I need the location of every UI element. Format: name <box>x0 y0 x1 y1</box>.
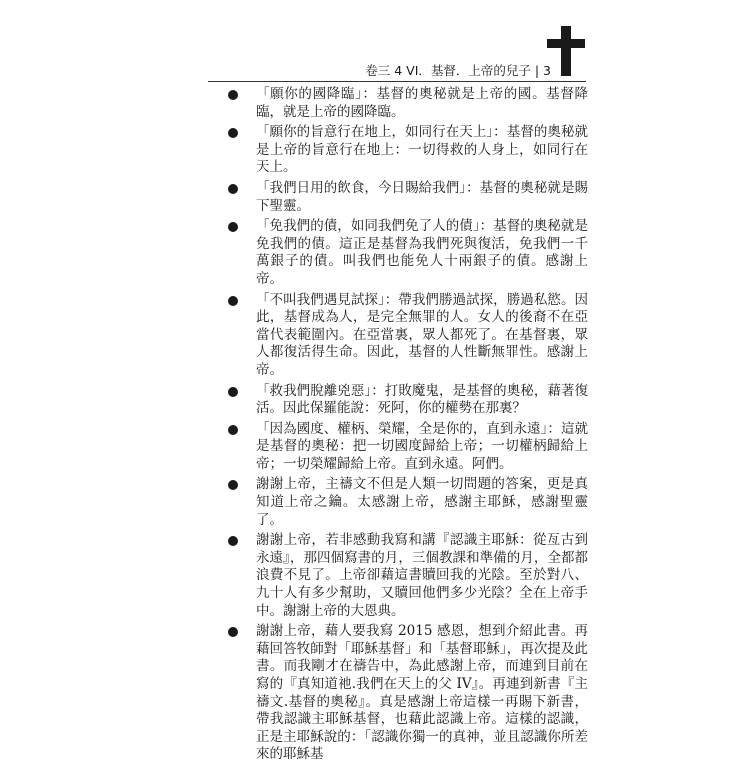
list-item <box>228 623 588 764</box>
bullet-icon <box>228 536 238 546</box>
list-item <box>228 124 588 177</box>
list-item <box>228 421 588 474</box>
bullet-list <box>228 86 588 764</box>
bullet-icon <box>228 480 238 490</box>
list-item-text: 「我們日用的飲食，今日賜給我們」：基督的奧秘就是賜下聖靈。 <box>256 179 588 214</box>
bullet-icon <box>228 184 238 194</box>
bullet-icon <box>228 128 238 138</box>
list-item-text: 「因為國度、權柄、榮耀，全是你的，直到永遠」：這就是基督的奧秘：把一切國度歸給上帝；一切權柄歸給上帝；一切榮耀歸給上帝。直到永遠。阿們。 <box>256 420 588 472</box>
cross-vertical-bar <box>561 26 571 76</box>
bullet-icon <box>228 296 238 306</box>
list-item <box>228 532 588 620</box>
bullet-icon <box>228 425 238 435</box>
bullet-icon <box>228 222 238 232</box>
header-divider <box>208 81 586 82</box>
list-item-text: 「願你的國降臨」：基督的奧秘就是上帝的國。基督降臨，就是上帝的國降臨。 <box>256 86 588 120</box>
list-item <box>228 86 588 121</box>
list-item <box>228 218 588 288</box>
list-item-text: 謝謝上帝，主禱文不但是人類一切問題的答案，更是真知道上帝之鑰。太感謝上帝，感謝主耶穌，感謝聖靈了。 <box>256 476 588 528</box>
list-item-text: 「願你的旨意行在地上，如同行在天上」：基督的奧秘就是上帝的旨意行在地上：一切得救的人身上，如同行在天上。 <box>256 124 588 176</box>
running-header: 卷三 4 VI．基督．上帝的兒子 | 3 <box>365 63 551 78</box>
list-item <box>228 292 588 380</box>
bullet-icon <box>228 387 238 397</box>
cross-icon <box>547 26 585 76</box>
page-content <box>228 86 588 767</box>
cross-horizontal-bar <box>547 39 585 48</box>
list-item-text: 「不叫我們遇見試探」：帶我們勝過試探，勝過私慾。因此，基督成為人，是完全無罪的人。女人的後裔不在亞當代表範圍內。在亞當裏，眾人都死了。在基督裏，眾人都復活得生命。因此，基督的人性斷無罪性。感謝上帝。 <box>256 291 588 378</box>
list-item <box>228 476 588 529</box>
list-item-text: 謝謝上帝，若非感動我寫和講『認識主耶穌：從亙古到永遠』，那四個寫書的月，三個教課和準備的月，全都都浪費不見了。上帝卻藉這書贖回我的光陰。至於對八、九十人有多少幫助，又贖回他們多少光陰？全在上帝手中。謝謝上帝的大恩典。 <box>256 532 588 619</box>
list-item-text: 「救我們脫離兇惡」：打敗魔鬼，是基督的奧秘，藉著復活。因此保羅能說：死阿，你的權勢在那裏？ <box>256 382 588 417</box>
list-item-text: 謝謝上帝，藉人要我寫 2015 感恩，想到介紹此書。再藉回答牧師對「耶穌基督」和「基督耶穌」，再次提及此書。而我剛才在禱告中，為此感謝上帝，而連到目前在寫的『真知道祂.我們在天上的父 IV』。再連到新書『主禱文.基督的奧秘』。真是感謝上帝這樣一再賜下新書，帶我認識主耶穌基督，也藉此認識上帝。這樣的認識，正是主耶穌說的：「認識你獨一的真神，並且認識你所差來的耶穌基 <box>256 623 588 763</box>
bullet-icon <box>228 627 238 637</box>
list-item-text: 「免我們的債，如同我們免了人的債」：基督的奧秘就是免我們的債。這正是基督為我們死與復活，免我們一千萬銀子的債。叫我們也能免人十兩銀子的債。感謝上帝。 <box>256 218 588 287</box>
bullet-icon <box>228 90 238 100</box>
list-item <box>228 180 588 215</box>
list-item <box>228 383 588 418</box>
